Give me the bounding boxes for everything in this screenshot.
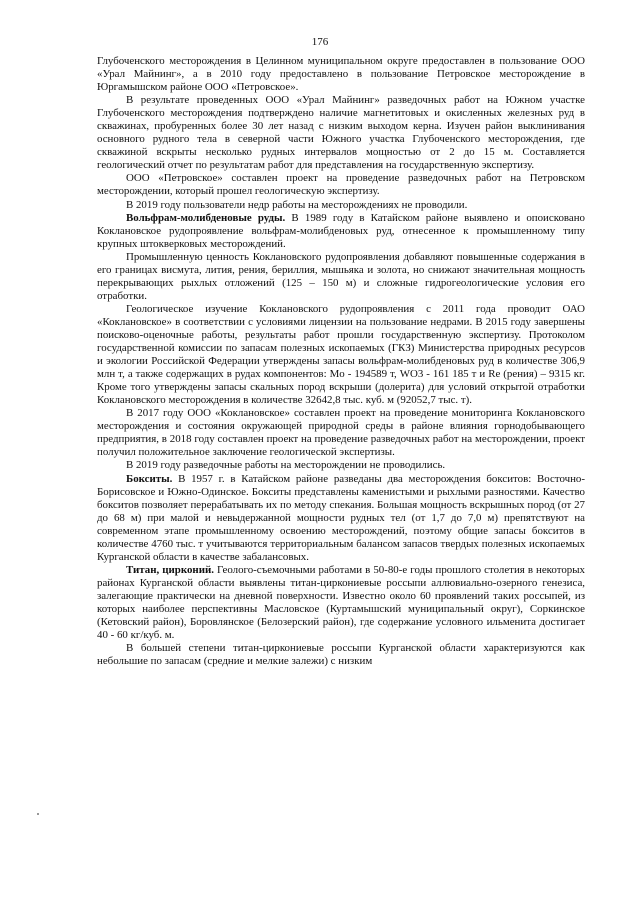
paragraph-text: Промышленную ценность Коклановского рудопроявления добавляют повышенные содержания в его границах висмута, лития, рения, бериллия, мышьяка и золота, но снижают значительная мощность перекрывающих рыхлых отложений (125 – 150 м) и сложные гидрогеологические условия его отработки. [97, 250, 585, 302]
paragraph-text: В 2019 году пользователи недр работы на месторождениях не проводили. [126, 198, 468, 211]
paragraph-text: В большей степени титан-циркониевые россыпи Курганской области характеризуются как небольшие по запасам (средние и мелкие залежи) с низким [97, 642, 585, 668]
paragraph-9 [97, 459, 585, 472]
paragraph-10 [97, 473, 585, 564]
paragraph-text: ООО «Петровское» составлен проект на проведение разведочных работ на Петровском месторождении, который прошел геологическую экспертизу. [97, 172, 585, 198]
paragraph-8 [97, 407, 585, 459]
paragraph-text: Глубоченского месторождения в Целинном муниципальном округе предоставлен в пользование ООО «Урал Майнинг», а в 2010 году предоставлено в пользование Петровское месторождение в Юргамышском районе ООО «Петровское». [97, 55, 585, 94]
paragraph-2 [97, 94, 585, 172]
paragraph-6 [97, 251, 585, 303]
paragraph-text: В результате проведенных ООО «Урал Майнинг» разведочных работ на Южном участке Глубоченского месторождения подтверждено наличие магнетитовых и окисленных железных руд в скважинах, пробуренных более 30 лет назад с низким выходом керна. Изучен район выклинивания основного рудного тела в северной части Южного участка Глубоченского месторождения, где скважиной вскрыты несколько рудных интервалов мощностью от 2 до 15 м. Составляется геологический отчет по результатам работ для представления на государственную экспертизу. [97, 94, 585, 172]
section-heading: Титан, цирконий. [126, 563, 214, 576]
paragraph-11 [97, 564, 585, 642]
paragraph-text: В 2019 году разведочные работы на месторождении не проводились. [126, 459, 446, 472]
section-heading: Вольфрам-молибденовые руды. [126, 211, 286, 224]
scan-speck [37, 813, 39, 815]
paragraph-12 [97, 642, 585, 668]
paragraph-text: Геологическое изучение Коклановского рудопроявления с 2011 года проводит ОАО «Коклановское» в соответствии с условиями лицензии на пользование недрами. В 2015 году завершены поисково-оценочные работы, результаты работ прошли государственную экспертизу. Протоколом государственной комиссии по запасам полезных ископаемых (ГКЗ) Министерства природных ресурсов и экологии Российской Федерации утверждены запасы вольфрам-молибденовых руд в количестве 306,9 млн т, а также содержащих в рудах компонентов: Mo - 194589 т, WO3 - 161 185 т и Re (рения) – 9315 кг. Кроме того утверждены запасы скальных пород вскрыши (долерита) для условий открытой отработки Коклановского месторождения в количестве 32642,8 тыс. куб. м (92052,7 тыс. т). [97, 302, 585, 407]
paragraph-7 [97, 303, 585, 407]
paragraph-4 [97, 199, 585, 212]
paragraph-1 [97, 55, 585, 94]
paragraph-5 [97, 212, 585, 251]
section-heading: Бокситы. [126, 472, 173, 485]
paragraph-text: В 2017 году ООО «Коклановское» составлен проект на проведение мониторинга Коклановского месторождения и состояния окружающей природной среды в районе влияния горнодобывающего предприятия, в 2018 году составлен проект на проведение разведочных работ на месторождении, проект получил положительное заключение геологической экспертизы. [97, 407, 585, 459]
paragraph-3 [97, 172, 585, 198]
paragraph-text: В 1957 г. в Катайском районе разведаны два месторождения бокситов: Восточно-Борисовское и Южно-Одинское. Бокситы представлены каменистыми и рыхлыми разностями. Качество бокситов позволяет перерабатывать их по методу спекания. Большая мощность вскрышных пород (от 27 до 68 м) при малой и невыдержанной мощности рудных тел (от 1,7 до 7,0 м) препятствуют на современном этапе промышленному освоению месторождений, поэтому общие запасы бокситов в количестве 4760 тыс. т учитываются территориальным балансом запасов твердых полезных ископаемых Курганской области в качестве забалансовых. [97, 472, 585, 563]
document-body [97, 55, 585, 668]
paragraph-text: В 1989 году в Катайском районе выявлено и опоисковано Коклановское рудопроявление вольфрам-молибденовых руд, отнесенное к промышленному типу крупных штокверковых месторождений. [97, 211, 585, 250]
paragraph-text: Геолого-съемочными работами в 50-80-е годы прошлого столетия в некоторых районах Курганской области выявлены титан-циркониевые россыпи аллювиально-озерного генезиса, залегающие практически на дневной поверхности. Известно около 60 проявлений таких россыпей, из которых наиболее перспективны Масловское (Куртамышский муниципальный округ), Соркинское (Кетовский район), Боровлянское (Белозерский район), где содержание условного ильменита достигает 40 - 60 кг/куб. м. [97, 563, 585, 642]
page-number: 176 [311, 36, 329, 48]
